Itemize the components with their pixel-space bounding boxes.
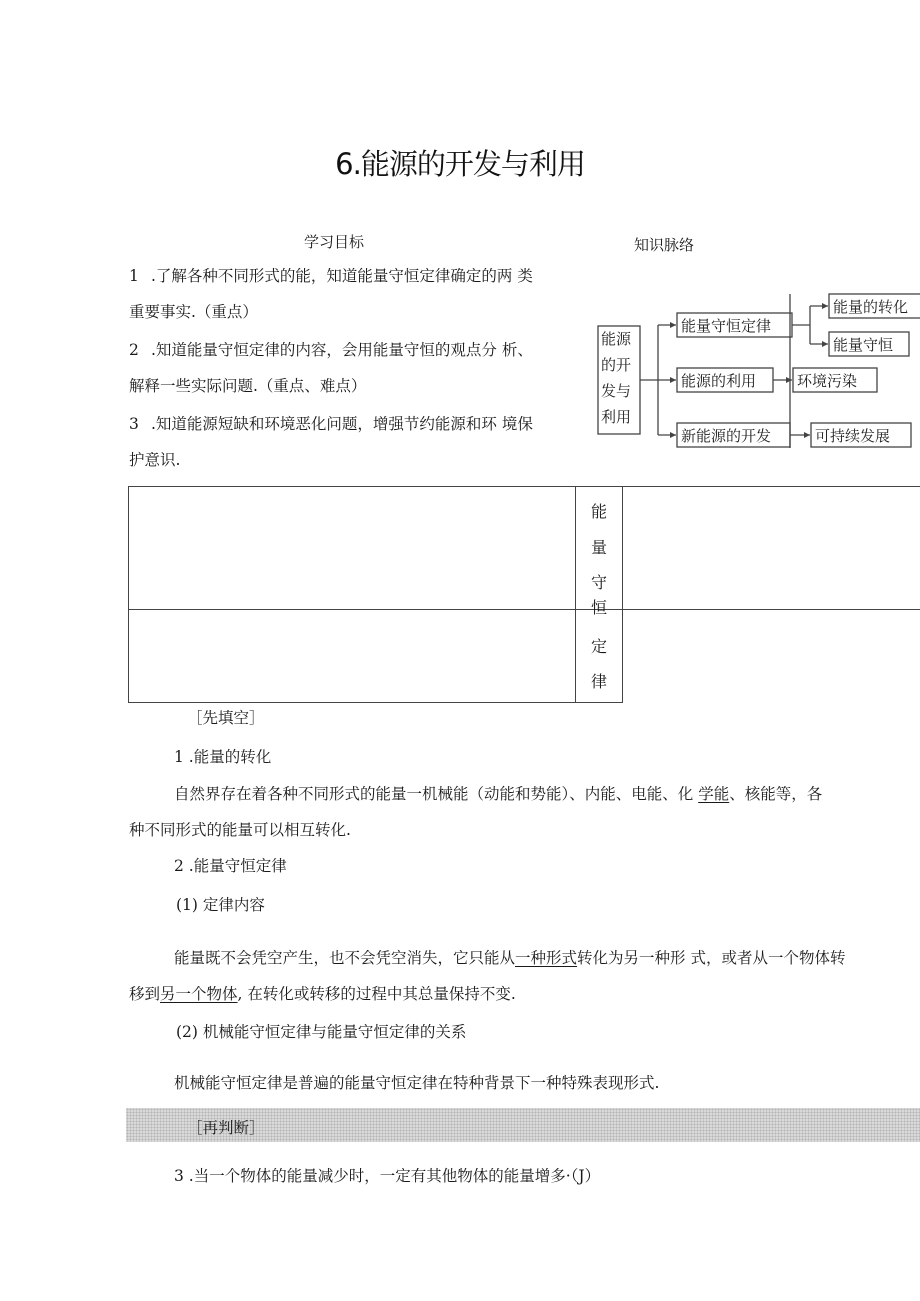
question-number: 3: [174, 1167, 184, 1185]
objective-item-3: [129, 414, 533, 434]
blank-answer: 学能: [698, 785, 730, 803]
paragraph-text: 、核能等，各: [729, 785, 823, 803]
objective-number: 3: [129, 415, 139, 433]
law-paragraph: [174, 946, 914, 968]
fill-in-header: ［先填空］: [187, 709, 265, 727]
table-middle-border: [128, 609, 920, 610]
section-1-paragraph: [174, 782, 914, 804]
table-col-divider-2: [622, 486, 623, 703]
objective-number: 1: [129, 267, 139, 285]
table-label-char: 恒: [590, 598, 607, 617]
section-1-paragraph-cont: 种不同形式的能量可以相互转化.: [129, 821, 351, 839]
leaf-pollution-label: 环境污染: [797, 372, 858, 390]
table-label-char: 律: [590, 672, 607, 691]
paragraph-text: 转化为另一种形 式，或者从一个物体转: [577, 949, 846, 967]
section-title-text: .能量的转化: [183, 748, 272, 766]
objective-number: 2: [129, 341, 139, 359]
root-line-2: 的开: [601, 356, 632, 374]
blank-answer: 一种形式: [515, 949, 578, 967]
table-label-char: 能: [590, 502, 607, 521]
leaf-transform-label: 能量的转化: [833, 298, 909, 316]
page-title: 6.能源的开发与利用: [335, 147, 585, 181]
paragraph-text: 能量既不会凭空产生，也不会凭空消失，它只能从: [174, 949, 516, 967]
root-line-3: 发与: [601, 382, 632, 400]
objective-text: .知道能量守恒定律的内容，会用能量守恒的观点分 析、: [151, 341, 533, 359]
table-label-char: 守: [590, 573, 607, 592]
table-label-clip: [576, 598, 622, 617]
paragraph-text: , 在转化或转移的过程中其总量保持不变.: [237, 985, 516, 1003]
table-label-char: 量: [590, 538, 607, 557]
section-number: 2: [174, 857, 184, 875]
objective-item-2-cont: 解释一些实际问题.（重点、难点）: [129, 377, 367, 395]
subsection-1-title: (1) 定律内容: [176, 896, 265, 914]
objective-item-1-cont: 重要事实.（重点）: [129, 303, 258, 321]
objective-item-1: [129, 266, 533, 286]
table-label-char: 定: [590, 637, 607, 656]
leaf-sustainable-label: 可持续发展: [815, 427, 891, 445]
section-number: 1: [174, 748, 184, 766]
judge-question-3: [174, 1164, 600, 1186]
section-1-title: [174, 745, 271, 767]
section-2-title: [174, 854, 287, 876]
table-bottom-border: [128, 702, 622, 703]
objective-text: .知道能源短缺和环境恶化问题，增强节约能源和环 境保: [151, 415, 533, 433]
branch-usage-label: 能源的利用: [681, 372, 757, 390]
paragraph-text: 移到: [129, 985, 161, 1003]
judge-header: ［再判断］: [187, 1119, 265, 1137]
question-text: .当一个物体的能量减少时，一定有其他物体的能量增多·（J）: [183, 1167, 601, 1185]
root-line-4: 利用: [601, 408, 632, 426]
objective-text: .了解各种不同形式的能，知道能量守恒定律确定的两 类: [151, 267, 533, 285]
table-top-border: [128, 486, 920, 487]
root-line-1: 能源: [601, 330, 632, 348]
table-left-border: [128, 486, 129, 703]
paragraph-text: 自然界存在着各种不同形式的能量一机械能（动能和势能）、内能、电能、化: [174, 785, 699, 803]
relation-paragraph: 机械能守恒定律是普遍的能量守恒定律在特种背景下一种特殊表现形式.: [174, 1074, 660, 1092]
objective-item-2: [129, 340, 533, 360]
knowledge-map-header: 知识脉络: [634, 236, 695, 254]
branch-conservation-label: 能量守恒定律: [681, 317, 772, 335]
law-paragraph-cont: [129, 982, 909, 1004]
objective-item-3-cont: 护意识.: [129, 451, 181, 469]
objectives-header: 学习目标: [304, 233, 365, 251]
leaf-conserve-label: 能量守恒: [833, 336, 894, 354]
knowledge-map-diagram: [596, 292, 920, 452]
branch-new-energy-label: 新能源的开发: [681, 427, 772, 445]
subsection-2-title: (2) 机械能守恒定律与能量守恒定律的关系: [176, 1023, 467, 1041]
section-title-text: .能量守恒定律: [183, 857, 287, 875]
blank-answer: 另一个物体: [160, 985, 238, 1003]
knowledge-map-svg: [596, 292, 920, 452]
